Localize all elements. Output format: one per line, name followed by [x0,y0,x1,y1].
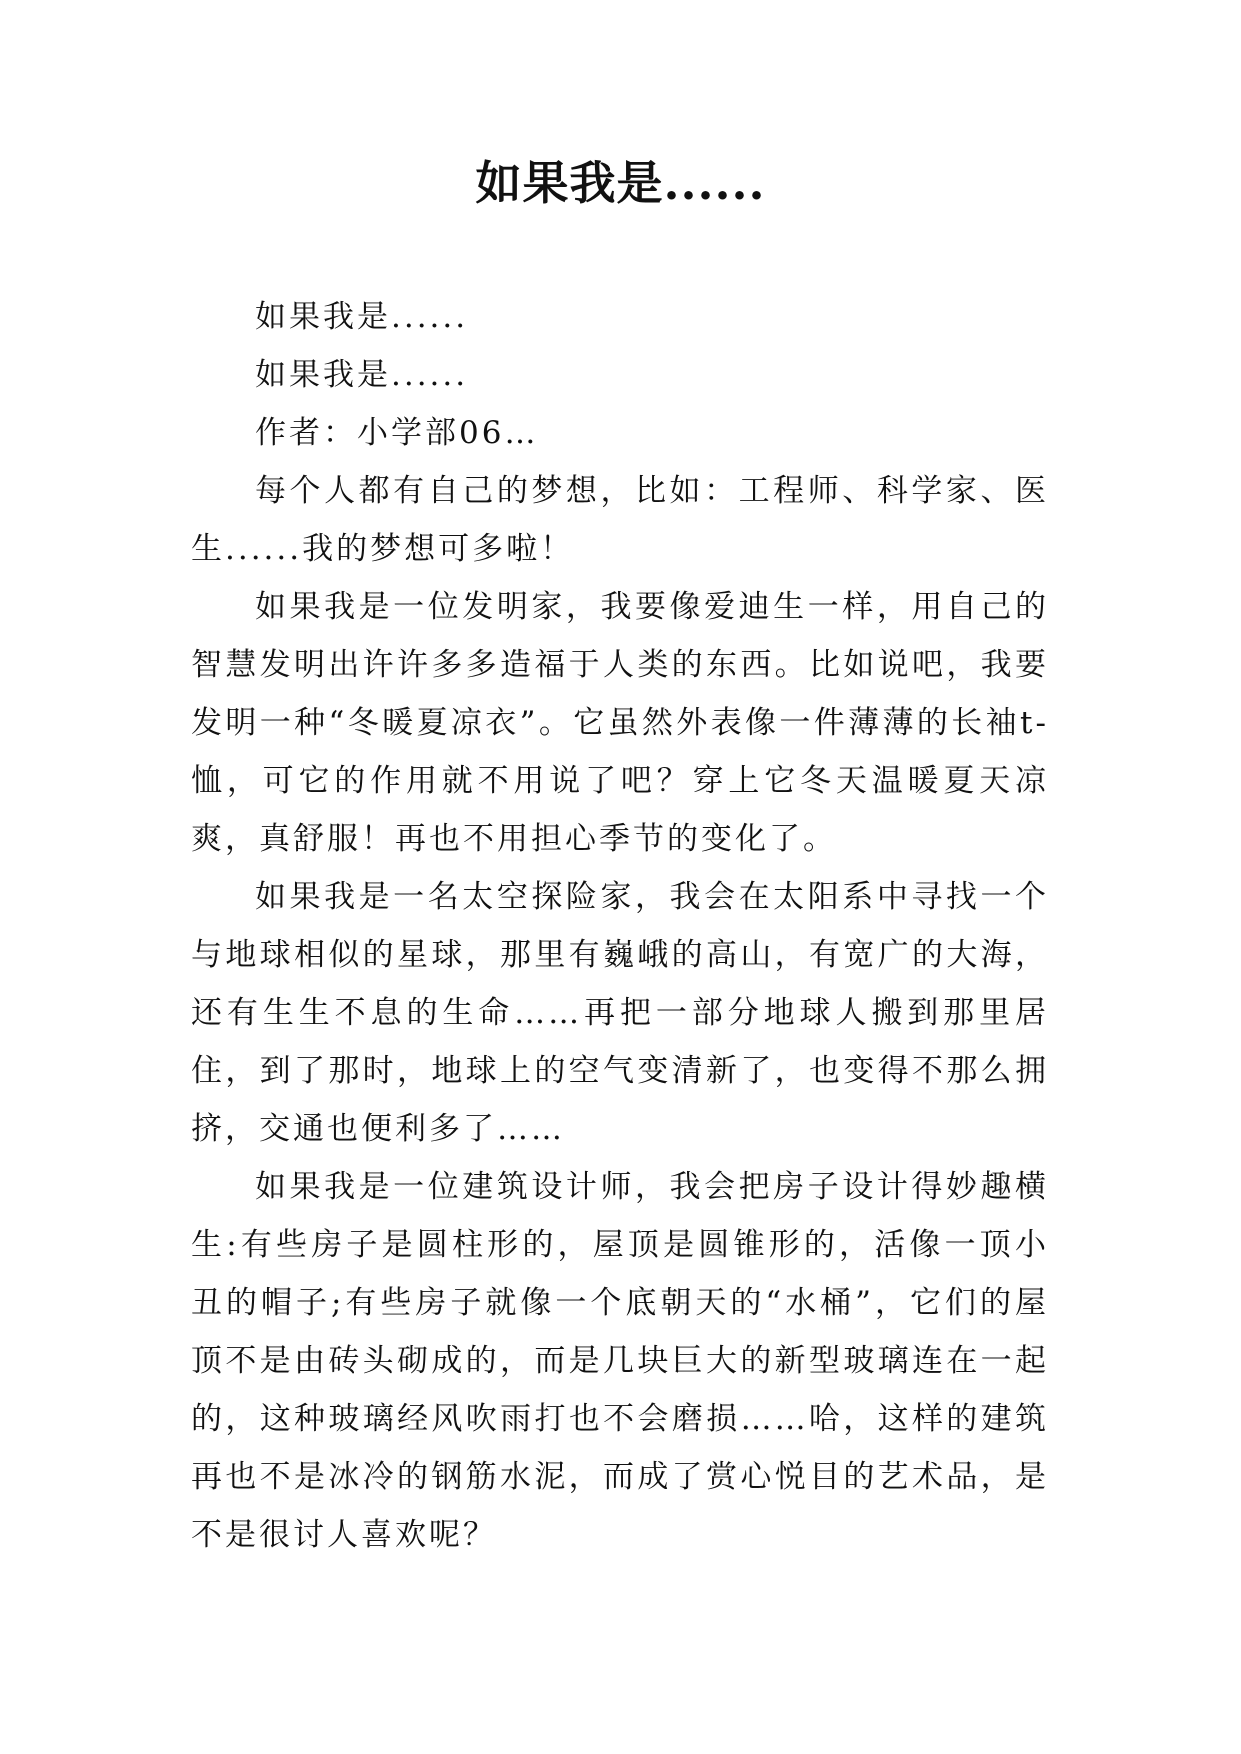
author-line: 作者：小学部06… [255,415,539,451]
document-title: 如果我是...... [475,156,766,210]
architect-paragraph: 如果我是一位建筑设计师，我会把房子设计得妙趣横生:有些房子是圆柱形的，屋顶是圆锥形的，活像一顶小丑的帽子;有些房子就像一个底朝天的“水桶”，它们的屋顶不是由砖头砌成的，而是几块巨大的新型玻璃连在一起的，这种玻璃经风吹雨打也不会磨损……哈，这样的建筑再也不是冰冷的钢筋水泥，而成了赏心悦目的艺术品，是不是很讨人喜欢呢？ [191,1169,1049,1553]
repeated-title-line: 如果我是...... [255,299,469,335]
space-explorer-paragraph: 如果我是一名太空探险家，我会在太阳系中寻找一个与地球相似的星球，那里有巍峨的高山，有宽广的大海，还有生生不息的生命……再把一部分地球人搬到那里居住，到了那时，地球上的空气变清新了，也变得不那么拥挤，交通也便利多了…… [191,879,1049,1147]
repeated-title-line: 如果我是...... [255,357,469,393]
inventor-paragraph: 如果我是一位发明家，我要像爱迪生一样，用自己的智慧发明出许许多多造福于人类的东西。比如说吧，我要发明一种“冬暖夏凉衣”。它虽然外表像一件薄薄的长袖t-恤，可它的作用就不用说了吧？穿上它冬天温暖夏天凉爽，真舒服！再也不用担心季节的变化了。 [191,589,1049,857]
document-body [191,288,1049,1564]
intro-paragraph: 每个人都有自己的梦想，比如：工程师、科学家、医生......我的梦想可多啦！ [191,473,1049,567]
